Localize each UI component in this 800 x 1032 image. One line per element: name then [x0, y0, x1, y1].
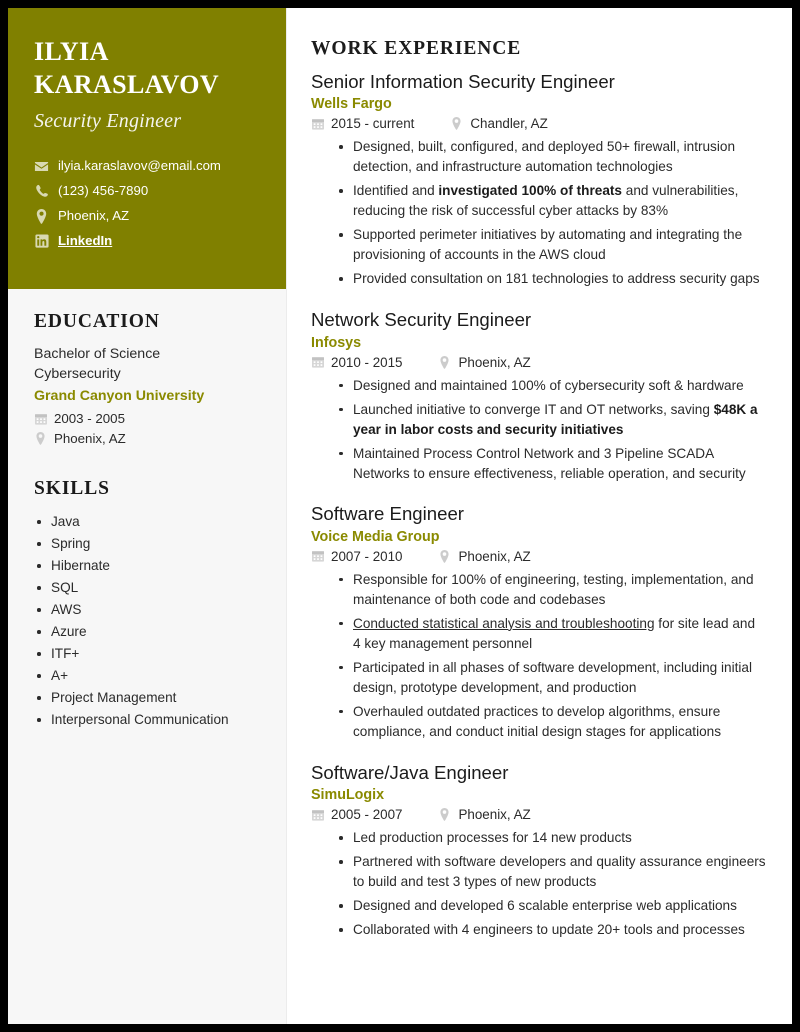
education-degree: Bachelor of Science	[34, 345, 161, 362]
contact-email[interactable]	[34, 159, 260, 174]
location-pin-icon	[34, 209, 49, 224]
location-pin-icon	[34, 432, 47, 445]
job-role: Software/Java Engineer	[311, 761, 509, 783]
job-company: Infosys	[311, 334, 362, 351]
job-bullet: Partnered with software developers and quality assurance engineers to build and test 3 types of new products	[339, 852, 766, 892]
location-pin-icon	[450, 117, 463, 130]
location-pin-icon	[438, 356, 451, 369]
calendar-icon	[311, 550, 324, 563]
education-heading: EDUCATION	[34, 310, 160, 332]
job-bullet: Launched initiative to converge IT and OT networks, saving $48K a year in labor costs and security initiatives	[339, 400, 766, 440]
job-location	[438, 549, 530, 564]
education-location-label: Phoenix, AZ	[54, 431, 126, 447]
skill-item: Project Management	[34, 687, 260, 709]
job-dates-label: 2005 - 2007	[331, 807, 403, 823]
education-school: Grand Canyon University	[34, 387, 205, 404]
location-pin-icon	[438, 550, 451, 563]
contact-email-label: ilyia.karaslavov@email.com	[58, 157, 221, 173]
job-company: Voice Media Group	[311, 528, 440, 545]
skill-item: ITF+	[34, 643, 260, 665]
job-bullet: Responsible for 100% of engineering, testing, implementation, and maintenance of both code and codebases	[339, 570, 766, 610]
job-dates-label: 2010 - 2015	[331, 354, 403, 370]
job-dates	[311, 355, 402, 370]
education-field: Cybersecurity	[34, 366, 121, 383]
skill-item: AWS	[34, 599, 260, 621]
work-experience-item	[311, 502, 766, 741]
job-location	[438, 807, 530, 822]
contact-location	[34, 209, 260, 224]
job-dates	[311, 549, 402, 564]
skill-item: Azure	[34, 621, 260, 643]
skill-item: A+	[34, 665, 260, 687]
job-bullet: Maintained Process Control Network and 3 Pipeline SCADA Networks to ensure effectiveness, reliable operation, and security	[339, 444, 766, 484]
candidate-name	[34, 36, 260, 102]
job-bullet: Designed and maintained 100% of cybersecurity soft & hardware	[339, 376, 766, 396]
job-meta	[311, 116, 766, 131]
job-role: Software Engineer	[311, 503, 464, 525]
job-role: Senior Information Security Engineer	[311, 71, 615, 92]
job-bullet: Designed and developed 6 scalable enterprise web applications	[339, 896, 766, 916]
work-experience-list	[311, 70, 766, 940]
job-bullet: Participated in all phases of software development, including initial design, prototype development, and production	[339, 658, 766, 698]
contact-linkedin-label[interactable]: LinkedIn	[58, 232, 113, 248]
education-dates-label: 2003 - 2005	[54, 411, 125, 427]
job-bullet: Conducted statistical analysis and troubleshooting for site lead and 4 key management personnel	[339, 614, 766, 654]
resume-page	[8, 8, 792, 1024]
job-dates-label: 2007 - 2010	[331, 548, 403, 564]
work-experience-item	[311, 308, 766, 483]
job-location-label: Chandler, AZ	[470, 116, 548, 132]
contact-phone-label: (123) 456-7890	[58, 182, 149, 198]
work-experience-item	[311, 70, 766, 289]
calendar-icon	[311, 356, 324, 369]
envelope-icon	[34, 159, 49, 174]
job-meta	[311, 355, 766, 370]
education-section	[34, 311, 260, 447]
skill-item: Spring	[34, 533, 260, 555]
skill-item: Hibernate	[34, 555, 260, 577]
job-company: Wells Fargo	[311, 96, 392, 113]
first-name: ILYIA	[34, 37, 109, 66]
main-content	[287, 8, 792, 1024]
job-bullet: Identified and investigated 100% of threats and vulnerabilities, reducing the risk of successful cyber attacks by 83%	[339, 181, 766, 221]
skill-item: SQL	[34, 577, 260, 599]
job-bullet: Designed, built, configured, and deployed 50+ firewall, intrusion detection, and infrastructure automation technologies	[339, 137, 766, 177]
job-location-label: Phoenix, AZ	[458, 807, 531, 823]
contact-phone[interactable]	[34, 184, 260, 199]
job-bullet-list	[311, 828, 766, 940]
contact-list	[34, 159, 260, 249]
job-meta	[311, 807, 766, 822]
contact-location-label: Phoenix, AZ	[58, 207, 130, 223]
calendar-icon	[34, 412, 47, 425]
job-company: SimuLogix	[311, 787, 385, 804]
job-bullet: Overhauled outdated practices to develop algorithms, ensure compliance, and conduct initial design stages for applications	[339, 702, 766, 742]
contact-linkedin[interactable]	[34, 234, 260, 249]
work-experience-item	[311, 761, 766, 940]
candidate-title: Security Engineer	[34, 109, 182, 132]
job-bullet: Supported perimeter initiatives by automating and integrating the provisioning of accounts in the AWS cloud	[339, 225, 766, 265]
job-bullet: Collaborated with 4 engineers to update 20+ tools and processes	[339, 920, 766, 940]
job-dates	[311, 807, 402, 822]
education-dates	[34, 411, 260, 426]
job-bullet-list	[311, 137, 766, 289]
work-experience-heading: WORK EXPERIENCE	[311, 38, 522, 59]
job-location	[450, 116, 547, 131]
skills-section	[34, 478, 260, 731]
job-bullet: Provided consultation on 181 technologies to address security gaps	[339, 269, 766, 289]
job-dates-label: 2015 - current	[331, 116, 415, 132]
skill-item: Interpersonal Communication	[34, 709, 260, 731]
sidebar	[8, 8, 287, 1024]
profile-header	[8, 8, 286, 289]
sidebar-body	[8, 289, 286, 752]
job-dates	[311, 116, 414, 131]
skills-list	[34, 511, 260, 731]
calendar-icon	[311, 808, 324, 821]
job-location-label: Phoenix, AZ	[458, 548, 531, 564]
job-bullet-list	[311, 570, 766, 742]
last-name: KARASLAVOV	[34, 69, 220, 99]
education-location	[34, 431, 260, 446]
job-meta	[311, 549, 766, 564]
location-pin-icon	[438, 808, 451, 821]
job-role: Network Security Engineer	[311, 309, 532, 331]
skill-item: Java	[34, 511, 260, 533]
calendar-icon	[311, 117, 324, 130]
job-location-label: Phoenix, AZ	[458, 354, 531, 370]
phone-icon	[34, 184, 49, 199]
skills-heading: SKILLS	[34, 478, 110, 500]
job-bullet: Led production processes for 14 new products	[339, 828, 766, 848]
job-location	[438, 355, 530, 370]
job-bullet-list	[311, 376, 766, 484]
linkedin-icon	[34, 234, 49, 249]
